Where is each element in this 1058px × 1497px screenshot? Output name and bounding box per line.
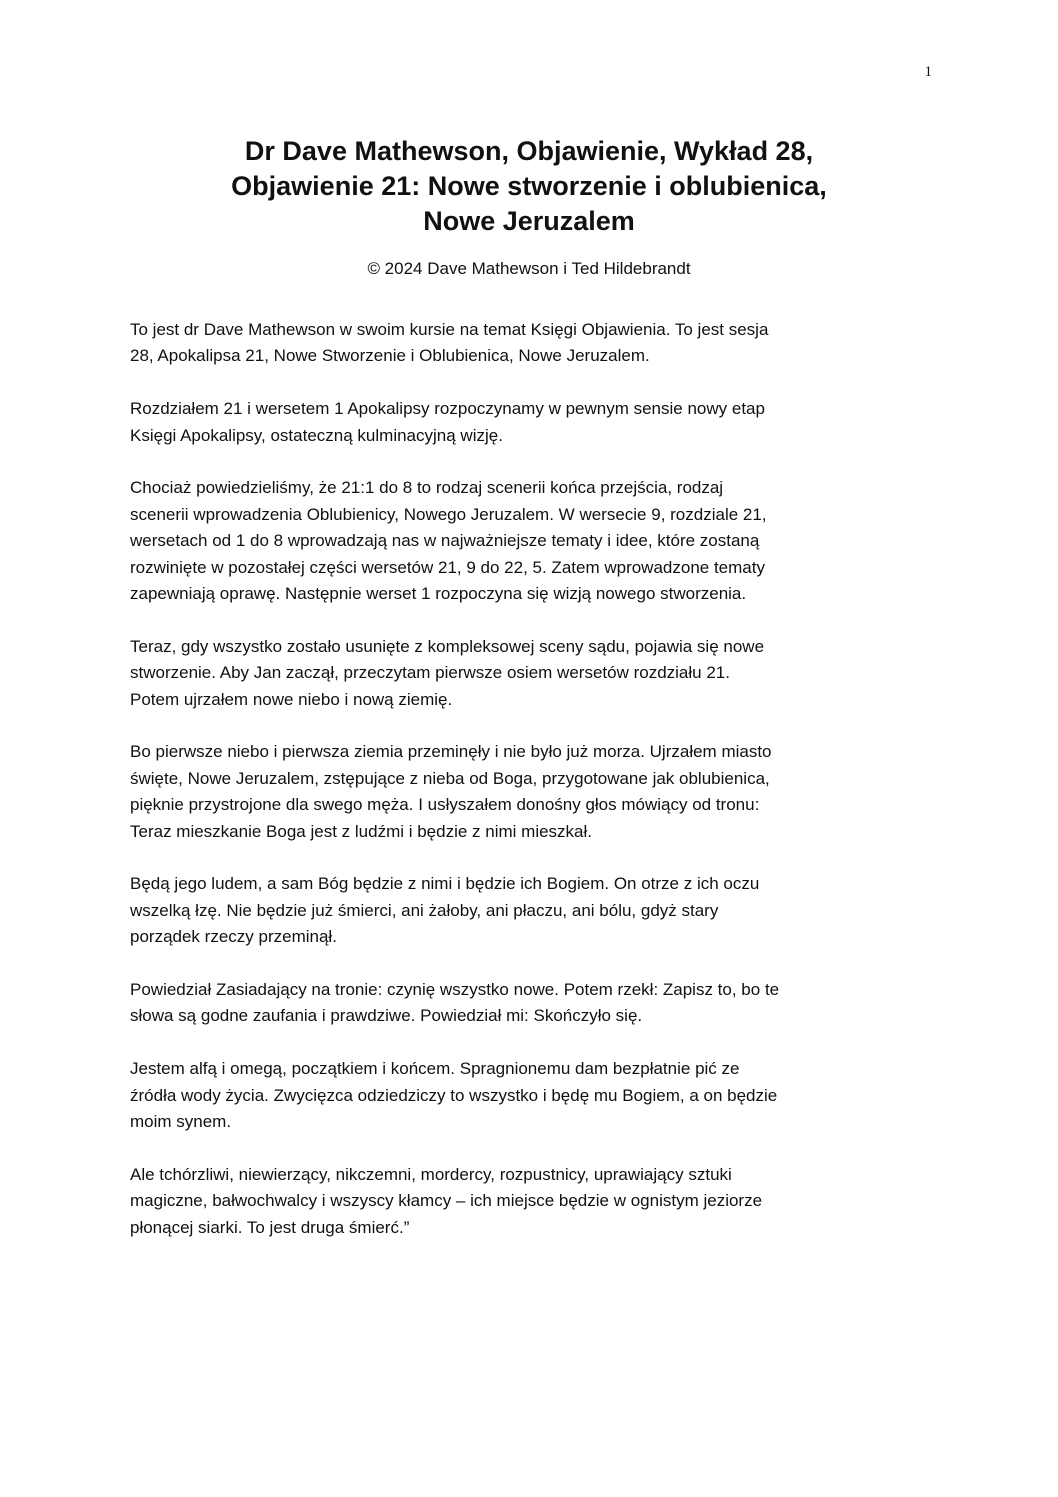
copyright-notice: © 2024 Dave Mathewson i Ted Hildebrandt: [367, 259, 691, 278]
text-line: magiczne, bałwochwalcy i wszyscy kłamcy – ich miejsce będzie w ognistym jeziorze: [130, 1191, 763, 1211]
text-line: stworzenie. Aby Jan zaczął, przeczytam pierwsze osiem wersetów rozdziału 21.: [130, 663, 730, 683]
paragraph: [130, 1056, 930, 1135]
text-line: Teraz, gdy wszystko zostało usunięte z kompleksowej sceny sądu, pojawia się nowe: [130, 636, 765, 656]
paragraph: [130, 475, 930, 607]
text-line: Rozdziałem 21 i wersetem 1 Apokalipsy rozpoczynamy w pewnym sensie nowy etap: [130, 399, 765, 419]
paragraph: [130, 739, 930, 845]
text-line: Powiedział Zasiadający na tronie: czynię wszystko nowe. Potem rzekł: Zapisz to, bo te: [130, 980, 780, 1000]
text-line: Bo pierwsze niebo i pierwsza ziemia przeminęły i nie było już morza. Ujrzałem miasto: [130, 742, 772, 762]
title-line: Dr Dave Mathewson, Objawienie, Wykład 28,: [244, 136, 814, 166]
text-line: Księgi Apokalipsy, ostateczną kulminacyjną wizję.: [130, 425, 503, 445]
text-line: pięknie przystrojone dla swego męża. I usłyszałem donośny głos mówiący od tronu:: [130, 795, 760, 815]
text-line: porządek rzeczy przeminął.: [130, 927, 337, 947]
text-line: Będą jego ludem, a sam Bóg będzie z nimi i będzie ich Bogiem. On otrze z ich oczu: [130, 874, 760, 894]
text-line: Ale tchórzliwi, niewierzący, nikczemni, mordercy, rozpustnicy, uprawiający sztuki: [130, 1164, 732, 1184]
paragraph: [130, 396, 930, 449]
paragraph: [130, 977, 930, 1030]
text-line: Teraz mieszkanie Boga jest z ludźmi i będzie z nimi mieszkał.: [130, 821, 593, 841]
title-line: Nowe Jeruzalem: [423, 206, 635, 236]
document-body: [130, 317, 930, 1267]
document-title: [130, 134, 928, 239]
title-line: Objawienie 21: Nowe stworzenie i oblubienica,: [231, 171, 827, 201]
paragraph: [130, 871, 930, 950]
page-number: 1: [924, 64, 932, 80]
paragraph: [130, 634, 930, 713]
text-line: Jestem alfą i omegą, początkiem i końcem. Spragnionemu dam bezpłatnie pić ze: [130, 1059, 740, 1079]
text-line: moim synem.: [130, 1112, 232, 1132]
text-line: scenerii wprowadzenia Oblubienicy, Nowego Jeruzalem. W wersecie 9, rozdziale 21,: [130, 504, 767, 524]
text-line: rozwinięte w pozostałej części wersetów 21, 9 do 22, 5. Zatem wprowadzone tematy: [130, 557, 765, 577]
text-line: słowa są godne zaufania i prawdziwe. Powiedział mi: Skończyło się.: [130, 1006, 643, 1026]
text-line: 28, Apokalipsa 21, Nowe Stworzenie i Oblubienica, Nowe Jeruzalem.: [130, 346, 650, 366]
text-line: święte, Nowe Jeruzalem, zstępujące z nieba od Boga, przygotowane jak oblubienica,: [130, 768, 770, 788]
paragraph: [130, 1162, 930, 1241]
text-line: Chociaż powiedzieliśmy, że 21:1 do 8 to rodzaj scenerii końca przejścia, rodzaj: [130, 478, 724, 498]
text-line: Potem ujrzałem nowe niebo i nową ziemię.: [130, 689, 453, 709]
text-line: źródła wody życia. Zwycięzca odziedziczy to wszystko i będę mu Bogiem, a on będzie: [130, 1085, 778, 1105]
text-line: wszelką łzę. Nie będzie już śmierci, ani żałoby, ani płaczu, ani bólu, gdyż stary: [130, 900, 719, 920]
text-line: zapewniają oprawę. Następnie werset 1 rozpoczyna się wizją nowego stworzenia.: [130, 584, 747, 604]
paragraph: [130, 317, 930, 370]
text-line: To jest dr Dave Mathewson w swoim kursie na temat Księgi Objawienia. To jest sesja: [130, 320, 769, 339]
text-line: wersetach od 1 do 8 wprowadzają nas w najważniejsze tematy i idee, które zostaną: [130, 531, 760, 551]
text-line: płonącej siarki. To jest druga śmierć.”: [130, 1217, 410, 1237]
